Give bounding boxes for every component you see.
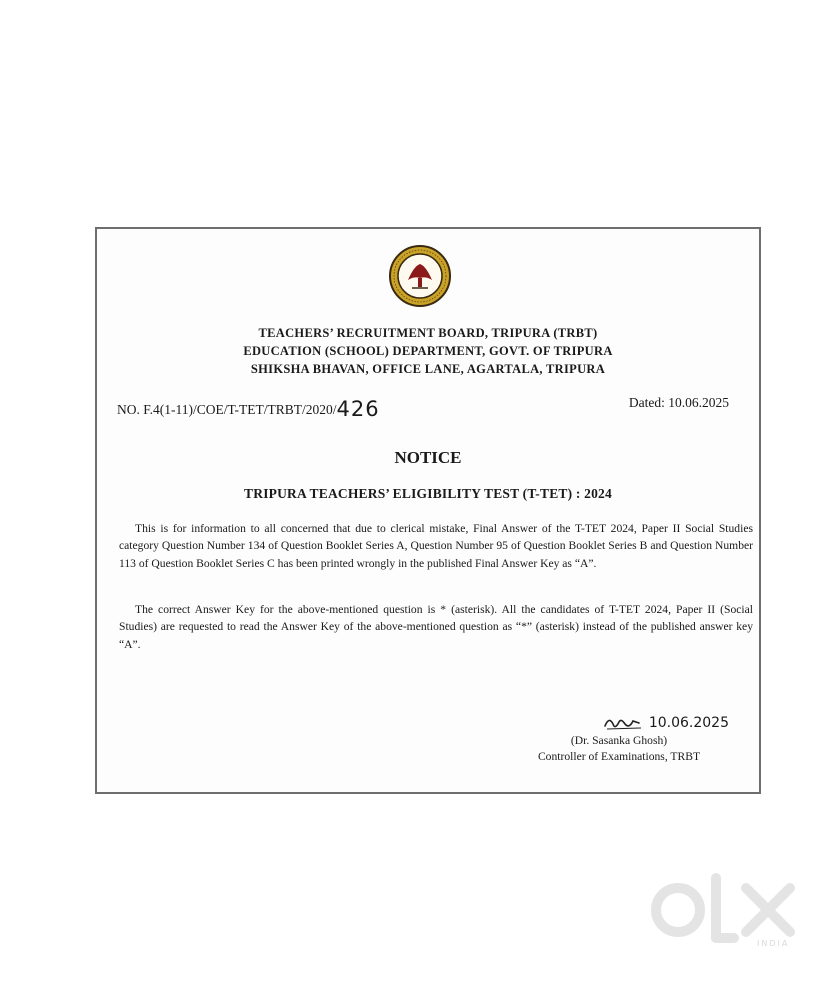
signatory-designation: Controller of Examinations, TRBT (537, 750, 701, 763)
reference-number (117, 395, 380, 419)
notice-document (95, 227, 761, 794)
notice-subtitle: TRIPURA TEACHERS’ ELIGIBILITY TEST (T-TET) : 2024 (244, 486, 612, 501)
handwritten-signature (509, 714, 729, 733)
board-header (97, 324, 759, 378)
notice-paragraph-2: The correct Answer Key for the above-mentioned question is * (asterisk). All the candidates of T-TET 2024, Paper II (Social Studies) are requested to read the Answer Key of the above-mentioned question as “*” (asterisk) instead of the published answer key “A”. (119, 603, 753, 651)
reference-row (117, 391, 729, 421)
reference-number-handwritten: 426 (336, 397, 380, 421)
notice-paragraph-1: This is for information to all concerned that due to clerical mistake, Final Answer of the T-TET 2024, Paper II Social Studies category Question Number 134 of Question Booklet Series A, Question Number 95 of Question Booklet Series B and Question Number 113 of Question Booklet Series C has been printed wrongly in the published Final Answer Key as “A”. (119, 522, 753, 570)
signature-scribble-icon (603, 714, 643, 732)
office-address: SHIKSHA BHAVAN, OFFICE LANE, AGARTALA, TRIPURA (250, 362, 606, 376)
trbt-seal-icon (388, 244, 452, 308)
signature-date: 10.06.2025 (648, 715, 729, 731)
board-name: TEACHERS’ RECRUITMENT BOARD, TRIPURA (TRBT) (258, 326, 598, 340)
watermark-country: INDIA (757, 939, 790, 948)
notice-date: Dated: 10.06.2025 (628, 395, 729, 410)
notice-title: NOTICE (394, 448, 462, 467)
signature-block (509, 714, 729, 765)
department-name: EDUCATION (SCHOOL) DEPARTMENT, GOVT. OF TRIPURA (243, 344, 613, 358)
signatory-name: (Dr. Sasanka Ghosh) (570, 734, 668, 747)
reference-number-prefix: NO. F.4(1-11)/COE/T-TET/TRBT/2020/ (117, 402, 337, 417)
